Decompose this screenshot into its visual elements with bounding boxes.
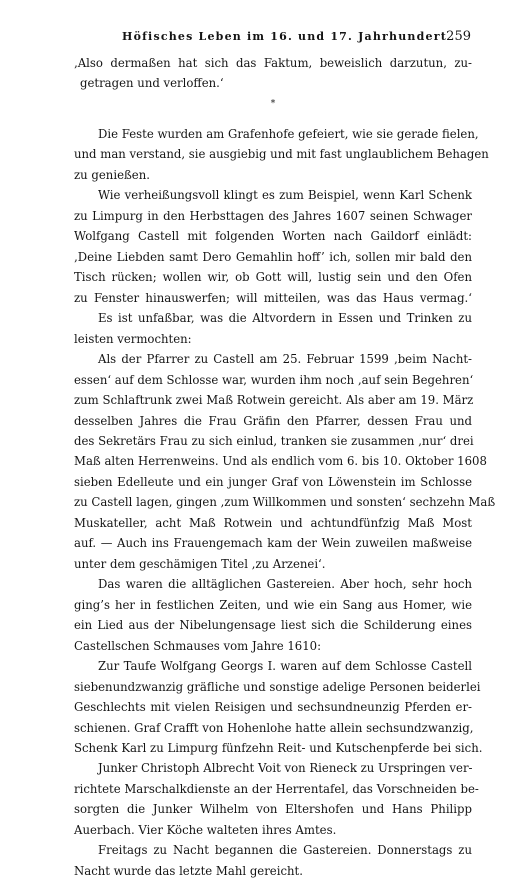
text-line: Zur Taufe Wolfgang Georgs I. waren auf dem Schlosse Castell bbox=[98, 659, 472, 674]
text-line: zu Fenster hinauswerfen; will mitteilen, was das Haus vermag.‘ bbox=[74, 290, 472, 305]
text-line: Wie verheißungsvoll klingt es zum Beispiel, wenn Karl Schenk bbox=[98, 188, 472, 203]
text-line: Die Feste wurden am Grafenhofe gefeiert, wie sie gerade fielen, bbox=[98, 126, 479, 141]
text-line: zu Castell lagen, gingen ‚zum Willkommen und sonsten‘ sechzehn Maß bbox=[74, 495, 496, 510]
text-line: zu Limpurg in den Herbsttagen des Jahres 1607 seinen Schwager bbox=[74, 208, 472, 223]
text-line: Wolfgang Castell mit folgenden Worten nach Gaildorf einlädt: bbox=[74, 229, 472, 244]
text-line: Maß alten Herrenweins. Und als endlich vom 6. bis 10. Oktober 1608 bbox=[74, 454, 487, 469]
text-line: richtete Marschalkdienste an der Herrentafel, das Vorschneiden be- bbox=[74, 781, 479, 796]
text-line: und man verstand, sie ausgiebig und mit fast unglaublichem Behagen bbox=[74, 147, 489, 162]
text-line: ein Lied aus der Nibelungensage liest sich die Schilderung eines bbox=[74, 618, 472, 633]
text-line: Muskateller, acht Maß Rotwein und achtundfünfzig Maß Most bbox=[74, 515, 472, 530]
text-line: ‚Deine Liebden samt Dero Gemahlin hoff’ ich, sollen mir bald den bbox=[74, 249, 472, 264]
text-line: zum Schlaftrunk zwei Maß Rotwein gereicht. Als aber am 19. März bbox=[74, 393, 474, 408]
section-separator: * bbox=[270, 98, 276, 109]
text-line: unter dem geschämigen Titel ‚zu Arzenei‘. bbox=[74, 556, 326, 571]
section-gap bbox=[74, 114, 472, 124]
text-line: leisten vermochten: bbox=[74, 331, 192, 346]
text-line: sieben Edelleute und ein junger Graf von Löwenstein im Schlosse bbox=[74, 474, 472, 489]
text-line: Freitags zu Nacht begannen die Gastereien. Donnerstags zu bbox=[98, 843, 472, 858]
text-line: Das waren die alltäglichen Gastereien. Aber hoch, sehr hoch bbox=[98, 577, 472, 592]
text-line: ‚Also dermaßen hat sich das Faktum, beweislich darzutun, zu- bbox=[74, 56, 472, 70]
text-line: Auerbach. Vier Köche walteten ihres Amtes. bbox=[74, 822, 337, 837]
text-line: des Sekretärs Frau zu sich einlud, tranken sie zusammen ‚nur‘ drei bbox=[74, 433, 474, 448]
text-line: getragen und verloffen.‘ bbox=[80, 76, 224, 91]
page-number: 259 bbox=[446, 29, 471, 44]
body-text bbox=[74, 53, 496, 881]
text-line: Castellschen Schmauses vom Jahre 1610: bbox=[74, 638, 322, 653]
text-line: Es ist unfaßbar, was die Altvordern in Essen und Trinken zu bbox=[98, 311, 472, 326]
text-line: desselben Jahres die Frau Gräfin den Pfarrer, dessen Frau und bbox=[74, 413, 472, 428]
text-line: ging’s her in festlichen Zeiten, und wie ein Sang aus Homer, wie bbox=[74, 597, 472, 612]
text-line: zu genießen. bbox=[74, 167, 150, 182]
text-line: Junker Christoph Albrecht Voit von Rieneck zu Urspringen ver- bbox=[98, 761, 473, 776]
text-line: essen‘ auf dem Schlosse war, wurden ihm noch ‚auf sein Begehren‘ bbox=[74, 372, 474, 387]
text-line: Nacht wurde das letzte Mahl gereicht. bbox=[74, 863, 303, 878]
text-line: sorgten die Junker Wilhelm von Eltershofen und Hans Philipp bbox=[74, 802, 472, 817]
text-line: siebenundzwanzig gräfliche und sonstige adelige Personen beiderlei bbox=[74, 679, 481, 694]
text-line: schienen. Graf Crafft von Hohenlohe hatte allein sechsundzwanzig, bbox=[74, 720, 474, 735]
text-line: Tisch rücken; wollen wir, ob Gott will, lustig sein und den Ofen bbox=[74, 270, 472, 285]
running-title: Höfisches Leben im 16. und 17. Jahrhundert bbox=[122, 30, 447, 43]
text-line: Schenk Karl zu Limpurg fünfzehn Reit- und Kutschenpferde bei sich. bbox=[74, 741, 483, 755]
text-line: Geschlechts mit vielen Reisigen und sechsundneunzig Pferden er- bbox=[74, 700, 472, 715]
text-line: Als der Pfarrer zu Castell am 25. Februar 1599 ‚beim Nacht- bbox=[98, 352, 472, 367]
running-header bbox=[0, 30, 514, 50]
text-line: auf. — Auch ins Frauengemach kam der Wein zuweilen maßweise bbox=[74, 536, 472, 551]
